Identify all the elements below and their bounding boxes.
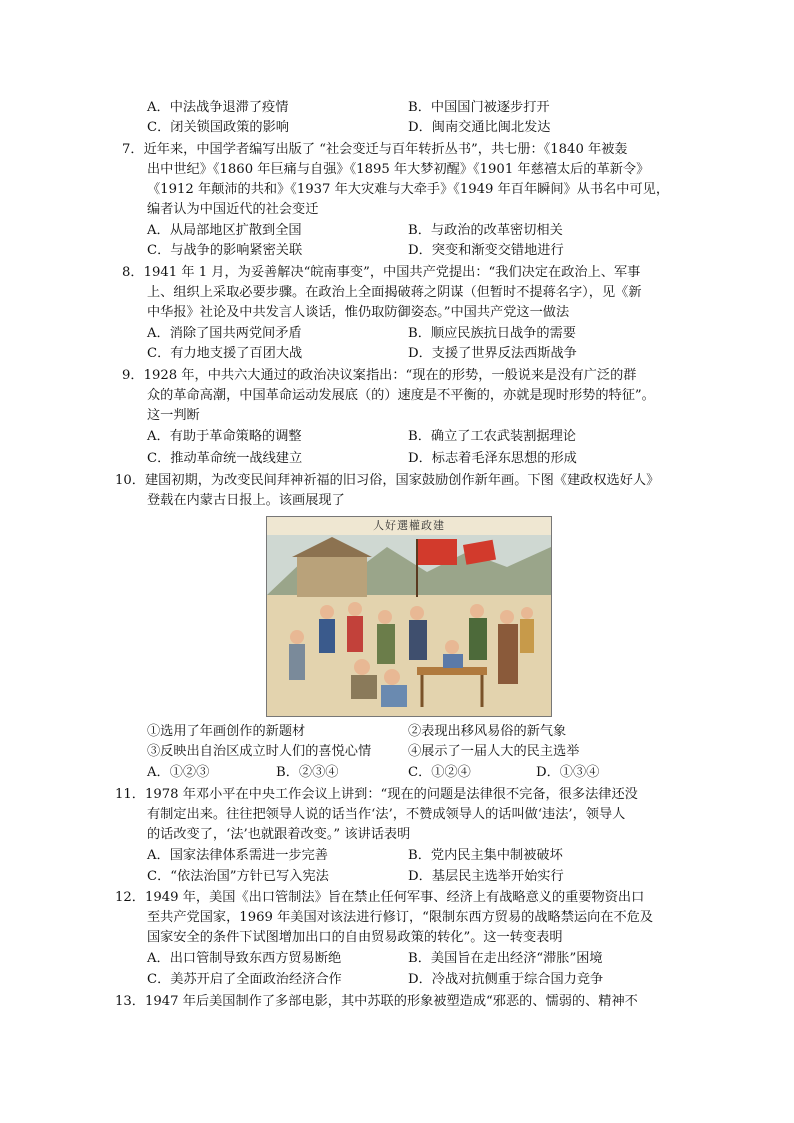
q7-option-b: B．与政治的改革密切相关	[408, 223, 563, 238]
q7-stem-line-2: 出中世纪》《1860 年巨痛与自强》《1895 年大梦初醒》《1901 年慈禧太后的革新令》	[147, 162, 650, 177]
q9-option-b: B．确立了工农武装割据理论	[408, 429, 576, 444]
q7-stem-line-3: 《1912 年颠沛的共和》《1937 年大灾难与大牵手》《1949 年百年瞬间》从书名中可见，	[147, 182, 670, 197]
q11-stem-line-2: 有制定出来。往往把领导人说的话当作‘法’，不赞成领导人的话叫做‘违法’，领导人	[147, 807, 626, 822]
q10-statement-2: ②表现出移风易俗的新气象	[408, 724, 567, 739]
q10-stem-line-2: 登载在内蒙古日报上。该画展现了	[147, 493, 345, 508]
q13-stem-line-1: 13．1947 年后美国制作了多部电影，其中苏联的形象被塑造成“邪恶的、懦弱的、精神不	[115, 994, 638, 1009]
q8-option-c: C．有力地支援了百团大战	[147, 346, 303, 361]
painting-title: 人好選權政建	[267, 517, 551, 535]
q10-option-c: C．①②④	[408, 765, 471, 780]
q6-option-d: D．闽南交通比闽北发达	[408, 120, 551, 135]
q12-stem-line-2: 至共产党国家，1969 年美国对该法进行修订，“限制东西方贸易的战略禁运向在不危及	[147, 910, 654, 925]
q11-option-c: C．“依法治国”方针已写入宪法	[147, 869, 329, 884]
q8-option-a: A．消除了国共两党间矛盾	[147, 326, 302, 341]
q7-option-d: D．突变和渐变交错地进行	[408, 243, 564, 258]
q7-option-c: C．与战争的影响紧密关联	[147, 243, 303, 258]
q8-stem-line-2: 上、组织上采取必要步骤。在政治上全面揭破蒋之阴谋（但暂时不提蒋名字），见《新	[147, 285, 642, 300]
q8-stem-line-1: 8．1941 年 1 月，为妥善解决“皖南事变”，中国共产党提出：“我们决定在政治上、军事	[122, 265, 641, 280]
q9-stem-line-1: 9．1928 年，中共六大通过的政治决议案指出：“现在的形势，一般说来是没有广泛的群	[122, 368, 637, 383]
q7-stem-line-4: 编者认为中国近代的社会变迁	[147, 202, 319, 217]
q11-option-a: A．国家法律体系需进一步完善	[147, 848, 328, 863]
new-year-painting-figure	[266, 516, 552, 717]
q12-option-b: B．美国旨在走出经济“滞胀”困境	[408, 951, 603, 966]
q8-option-b: B．顺应民族抗日战争的需要	[408, 326, 576, 341]
q8-option-d: D．支援了世界反法西斯战争	[408, 346, 577, 361]
q11-stem-line-3: 的话改变了，‘法’也就跟着改变。” 该讲话表明	[147, 827, 411, 842]
q10-option-b: B．②③④	[276, 765, 339, 780]
q12-option-d: D．冷战对抗侧重于综合国力竞争	[408, 972, 604, 987]
q9-option-d: D．标志着毛泽东思想的形成	[408, 451, 577, 466]
q6-option-c: C．闭关锁国政策的影响	[147, 120, 289, 135]
q10-option-d: D．①③④	[536, 765, 600, 780]
q10-statement-4: ④展示了一届人大的民主选举	[408, 744, 580, 759]
q12-stem-line-3: 国家安全的条件下试图增加出口的自由贸易政策的转化”。这一转变表明	[147, 930, 563, 945]
q11-option-d: D．基层民主选举开始实行	[408, 869, 564, 884]
q10-statement-1: ①选用了年画创作的新题材	[147, 724, 306, 739]
q7-option-a: A．从局部地区扩散到全国	[147, 223, 302, 238]
q10-statement-3: ③反映出自治区成立时人们的喜悦心情	[147, 744, 372, 759]
q6-option-a: A．中法战争退滞了疫情	[147, 100, 289, 115]
q9-stem-line-2: 众的革命高潮，中国革命运动发展底（的）速度是不平衡的，亦就是现时形势的特征”。	[147, 388, 655, 403]
q10-stem-line-1: 10．建国初期，为改变民间拜神祈福的旧习俗，国家鼓励创作新年画。下图《建政权选好人》	[115, 473, 660, 488]
q8-stem-line-3: 中华报》社论及中共发言人谈话，惟仍取防御姿态。”中国共产党这一做法	[147, 305, 570, 320]
q12-option-c: C．美苏开启了全面政治经济合作	[147, 972, 342, 987]
q12-stem-line-1: 12．1949 年，美国《出口管制法》旨在禁止任何军事、经济上有战略意义的重要物资出口	[115, 890, 645, 905]
painting-illustration	[267, 517, 551, 716]
q12-option-a: A．出口管制导致东西方贸易断绝	[147, 951, 342, 966]
q10-option-a: A．①②③	[147, 765, 210, 780]
q9-option-c: C．推动革命统一战线建立	[147, 451, 303, 466]
q6-option-b: B．中国国门被逐步打开	[408, 100, 550, 115]
q9-stem-line-3: 这一判断	[147, 408, 200, 423]
q7-stem-line-1: 7．近年来，中国学者编写出版了 “社会变迁与百年转折丛书”，共七册：《1840 年被轰	[122, 142, 628, 157]
q11-option-b: B．党内民主集中制被破坏	[408, 848, 563, 863]
q9-option-a: A．有助于革命策略的调整	[147, 429, 302, 444]
q11-stem-line-1: 11．1978 年邓小平在中央工作会议上讲到：“现在的问题是法律很不完备，很多法律还没	[115, 787, 638, 802]
